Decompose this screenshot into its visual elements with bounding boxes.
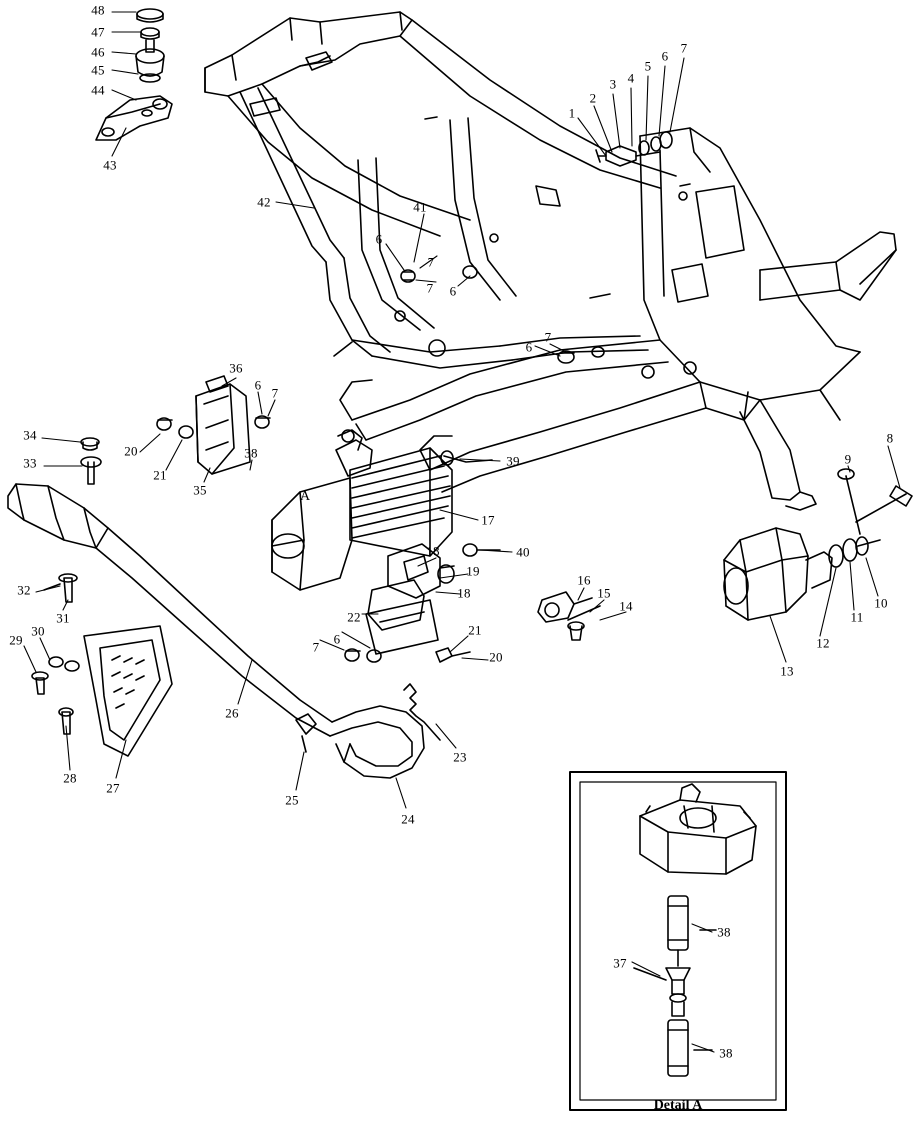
callout-11: 11 — [850, 609, 864, 625]
callout-9: 9 — [844, 451, 852, 467]
callout-1: 1 — [568, 105, 576, 121]
callout-10: 10 — [874, 595, 888, 611]
callout-42: 42 — [257, 194, 271, 210]
frame-assembly — [205, 12, 896, 510]
intake-hardware — [538, 592, 600, 640]
callout-17: 17 — [481, 512, 495, 528]
callout-6: 6 — [525, 339, 533, 355]
detail-callout-38: 38 — [717, 924, 731, 940]
callout-2: 2 — [589, 90, 597, 106]
callout-20: 20 — [124, 443, 138, 459]
callout-16: 16 — [577, 572, 591, 588]
callout-4: 4 — [627, 70, 635, 86]
exhaust-system — [8, 484, 440, 778]
callout-41: 41 — [413, 199, 427, 215]
callout-23: 23 — [453, 749, 467, 765]
callout-44: 44 — [91, 82, 105, 98]
callout-6: 6 — [449, 283, 457, 299]
callout-30: 30 — [31, 623, 45, 639]
callout-38: 38 — [244, 445, 258, 461]
callout-7: 7 — [544, 329, 552, 345]
callout-21: 21 — [153, 467, 167, 483]
callout-28: 28 — [63, 770, 77, 786]
callout-34: 34 — [23, 427, 37, 443]
callout-33: 33 — [23, 455, 37, 471]
callout-6: 6 — [375, 231, 383, 247]
callout-26: 26 — [225, 705, 239, 721]
callout-48: 48 — [91, 2, 105, 18]
callout-14: 14 — [619, 598, 633, 614]
callout-21: 21 — [468, 622, 482, 638]
callout-7: 7 — [427, 254, 435, 270]
callout-47: 47 — [91, 24, 105, 40]
callout-31: 31 — [56, 610, 70, 626]
callout-8: 8 — [886, 430, 894, 446]
callout-24: 24 — [401, 811, 415, 827]
callout-3: 3 — [609, 76, 617, 92]
detail-a-box — [570, 772, 786, 1110]
mount-hardware-stack — [96, 9, 172, 140]
callout-25: 25 — [285, 792, 299, 808]
callout-20: 20 — [489, 649, 503, 665]
callout-7: 7 — [312, 639, 320, 655]
callout-13: 13 — [780, 663, 794, 679]
callout-15: 15 — [597, 585, 611, 601]
callout-39: 39 — [506, 453, 520, 469]
callout-12: 12 — [816, 635, 830, 651]
callout-7: 7 — [680, 40, 688, 56]
callout-7: 7 — [426, 280, 434, 296]
detail-callout-38: 38 — [719, 1045, 733, 1061]
detail-a-title: Detail A — [653, 1098, 703, 1113]
callout-36: 36 — [229, 360, 243, 376]
callout-6: 6 — [333, 631, 341, 647]
callout-40: 40 — [516, 544, 530, 560]
callout-45: 45 — [91, 62, 105, 78]
callout-18: 18 — [426, 543, 440, 559]
callout-6: 6 — [661, 48, 669, 64]
callout-18: 18 — [457, 585, 471, 601]
leader-lines — [24, 12, 900, 1052]
detail-a-marker: A — [299, 489, 311, 504]
callout-19: 19 — [466, 563, 480, 579]
callout-27: 27 — [106, 780, 120, 796]
callout-22: 22 — [347, 609, 361, 625]
callout-35: 35 — [193, 482, 207, 498]
callout-29: 29 — [9, 632, 23, 648]
callout-32: 32 — [17, 582, 31, 598]
callout-46: 46 — [91, 44, 105, 60]
detail-callout-37: 37 — [613, 955, 627, 971]
engine-mount-bracket — [81, 376, 270, 484]
callout-5: 5 — [644, 58, 652, 74]
callout-6: 6 — [254, 377, 262, 393]
callout-43: 43 — [103, 157, 117, 173]
callout-7: 7 — [271, 385, 279, 401]
engine-assembly — [272, 430, 503, 665]
